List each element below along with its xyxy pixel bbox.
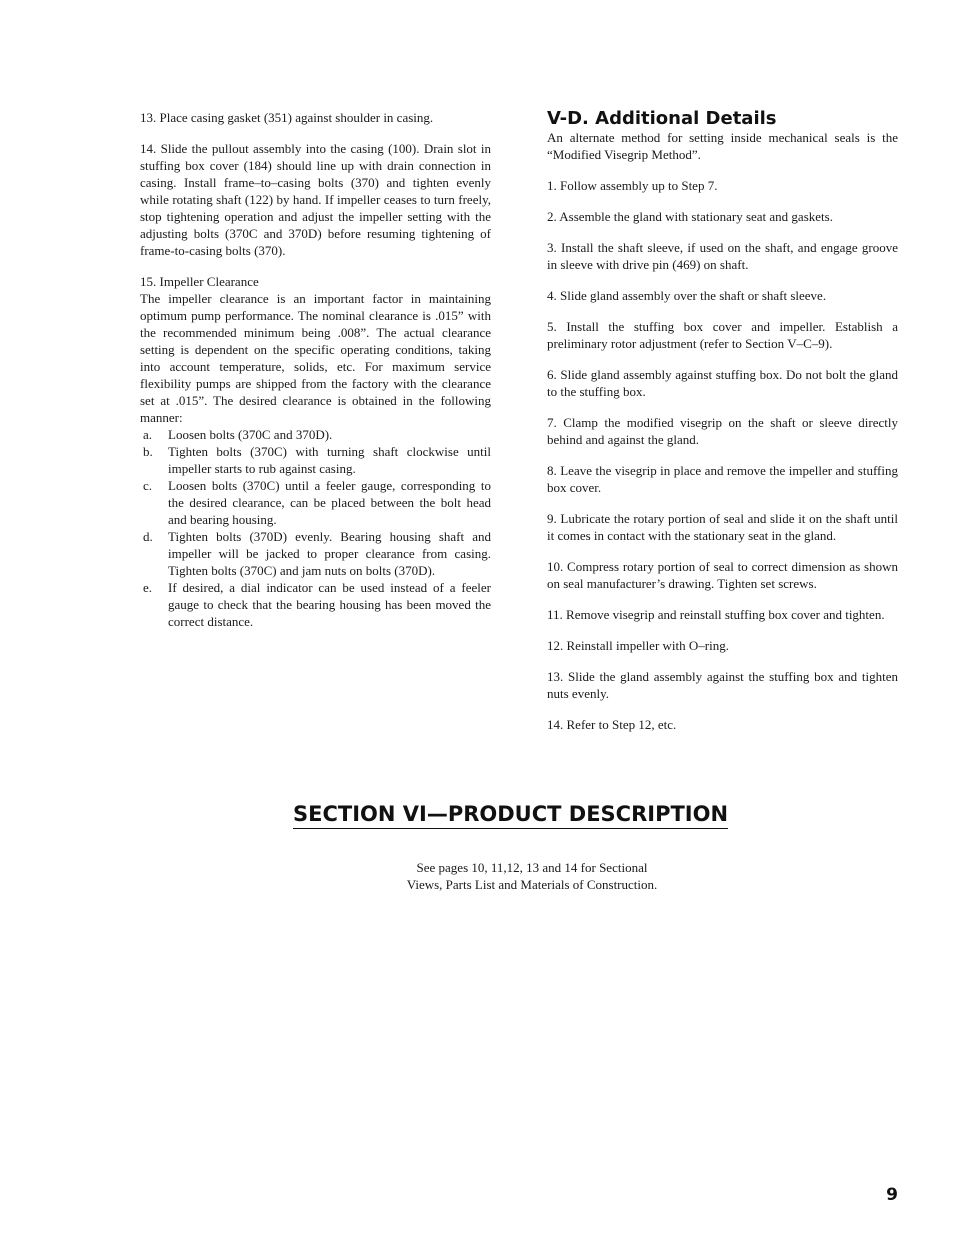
- right-column: [547, 109, 898, 747]
- substep-text: Loosen bolts (370C) until a feeler gauge, corresponding to the desired clearance, can be placed between the bolt head and bearing housing.: [168, 478, 491, 527]
- visegrip-step: 7. Clamp the modified visegrip on the shaft or sleeve directly behind and against the gland.: [547, 415, 898, 447]
- visegrip-step: 10. Compress rotary portion of seal to correct dimension as shown on seal manufacturer’s drawing. Tighten set screws.: [547, 559, 898, 591]
- page-number: 9: [886, 1185, 898, 1205]
- visegrip-step: 6. Slide gland assembly against stuffing box. Do not bolt the gland to the stuffing box.: [547, 367, 898, 399]
- substep-marker: a.: [143, 427, 153, 442]
- substep-marker: d.: [143, 529, 153, 544]
- section-vi-note: [332, 859, 732, 893]
- visegrip-step: 5. Install the stuffing box cover and impeller. Establish a preliminary rotor adjustment (refer to Section V–C–9).: [547, 319, 898, 351]
- visegrip-step: 9. Lubricate the rotary portion of seal and slide it on the shaft until it comes in contact with the stationary seat in the gland.: [547, 511, 898, 543]
- visegrip-step: 3. Install the shaft sleeve, if used on the shaft, and engage groove in sleeve with drive pin (469) on shaft.: [547, 240, 898, 272]
- substep-item: [140, 477, 491, 528]
- step-13-paragraph: 13. Place casing gasket (351) against shoulder in casing.: [140, 110, 434, 125]
- visegrip-step: 8. Leave the visegrip in place and remove the impeller and stuffing box cover.: [547, 463, 898, 495]
- substep-text: Loosen bolts (370C and 370D).: [168, 427, 333, 442]
- step-14-paragraph: 14. Slide the pullout assembly into the casing (100). Drain slot in stuffing box cover (184) should line up with drain connection in casing. Install frame–to–casing bolts (370) and tighten evenly while rotating shaft (122) by hand. If impeller ceases to turn freely, stop tightening operation and adjust the impeller setting with the adjusting bolts (370C and 370D) before resuming tightening of frame-to-casing bolts (370).: [140, 141, 491, 258]
- visegrip-step: 14. Refer to Step 12, etc.: [547, 717, 677, 732]
- visegrip-step: 4. Slide gland assembly over the shaft or shaft sleeve.: [547, 288, 827, 303]
- additional-details-heading: V-D. Additional Details: [547, 108, 777, 129]
- visegrip-step: 12. Reinstall impeller with O–ring.: [547, 638, 729, 653]
- substep-marker: e.: [143, 580, 153, 595]
- substep-item: [140, 443, 491, 477]
- substep-text: If desired, a dial indicator can be used instead of a feeler gauge to check that the bearing housing has been moved the correct distance.: [168, 580, 491, 629]
- visegrip-step: 13. Slide the gland assembly against the stuffing box and tighten nuts evenly.: [547, 669, 898, 701]
- substep-item: [140, 579, 491, 630]
- section-vi-note-line-1: See pages 10, 11,12, 13 and 14 for Sectional: [416, 860, 648, 875]
- section-vi-note-line-2: Views, Parts List and Materials of Construction.: [406, 877, 658, 892]
- visegrip-step: 2. Assemble the gland with stationary seat and gaskets.: [547, 209, 833, 224]
- additional-details-intro: An alternate method for setting inside mechanical seals is the “Modified Visegrip Method”.: [547, 130, 898, 162]
- substep-item: [140, 426, 491, 443]
- substep-text: Tighten bolts (370D) evenly. Bearing housing shaft and impeller will be jacked to proper clearance from casing. Tighten bolts (370C) and jam nuts on bolts (370D).: [168, 529, 491, 578]
- substep-marker: c.: [143, 478, 153, 493]
- impeller-clearance-body: The impeller clearance is an important factor in maintaining optimum pump performance. The nominal clearance is .015” with the recommended minimum being .008”. The actual clearance setting is dependent on the specific operating conditions, taking into account temperature, solids, etc. For maximum service flexibility pumps are shipped from the factory with the clearance set at .015”. The desired clearance is obtained in the following manner:: [140, 291, 491, 425]
- substep-text: Tighten bolts (370C) with turning shaft clockwise until impeller starts to rub against casing.: [168, 444, 491, 476]
- clearance-substeps-list: [140, 426, 491, 630]
- visegrip-step: 11. Remove visegrip and reinstall stuffing box cover and tighten.: [547, 607, 885, 622]
- substep-marker: b.: [143, 444, 153, 459]
- substep-item: [140, 528, 491, 579]
- section-vi-title: SECTION VI—PRODUCT DESCRIPTION: [293, 801, 728, 829]
- impeller-clearance-title: 15. Impeller Clearance: [140, 274, 259, 289]
- visegrip-step: 1. Follow assembly up to Step 7.: [547, 178, 718, 193]
- left-column: [140, 109, 491, 630]
